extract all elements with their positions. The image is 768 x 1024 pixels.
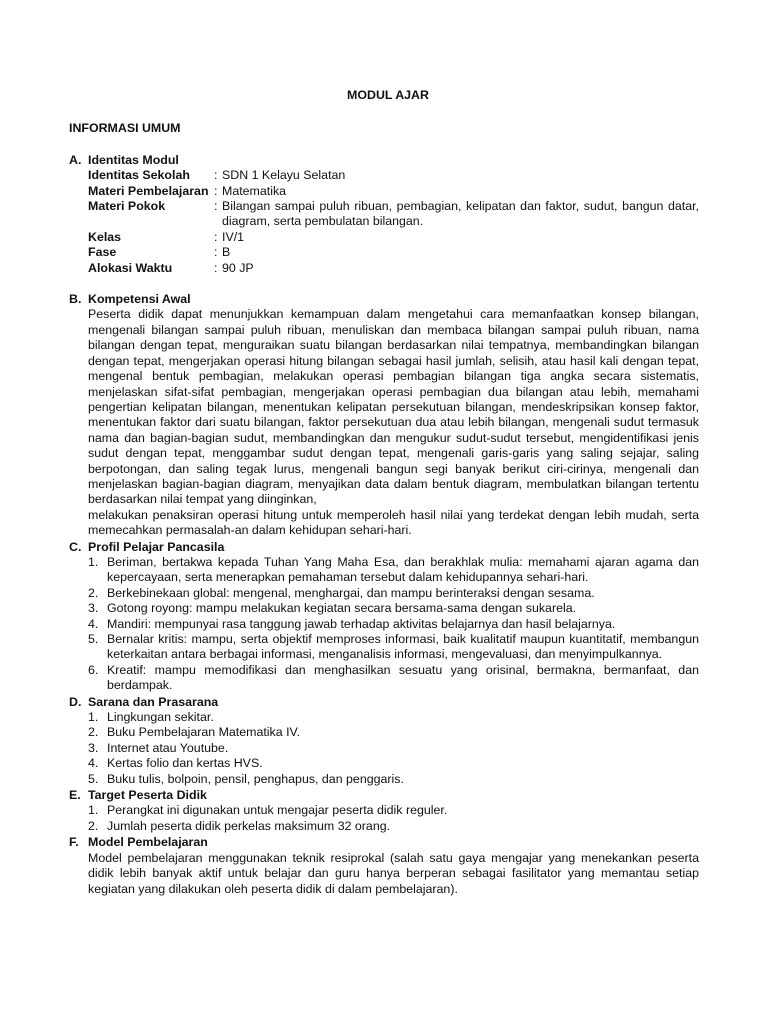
list-item: 3. Internet atau Youtube. <box>88 740 229 755</box>
identity-row: Fase : B <box>88 245 699 260</box>
identity-value: 90 JP <box>222 260 254 275</box>
section-letter: D. <box>69 694 82 709</box>
list-item: 2. Jumlah peserta didik perkelas maksimum 32 orang. <box>88 818 391 833</box>
facilities-list <box>88 710 699 787</box>
list-item: 6. Kreatif: mampu memodifikasi dan menghasilkan sesuatu yang orisinal, bermakna, bermanfaat, dan berdampak. <box>88 662 699 693</box>
document-title: MODUL AJAR <box>347 88 429 102</box>
list-item: 1. Lingkungan sekitar. <box>88 710 214 725</box>
section-heading: Target Peserta Didik <box>88 788 207 803</box>
identity-row: Materi Pembelajaran : Matematika <box>88 184 699 199</box>
section-identitas-modul <box>69 153 699 276</box>
identity-row: Alokasi Waktu : 90 JP <box>88 261 699 276</box>
target-list <box>88 803 699 834</box>
section-letter: E. <box>69 788 81 803</box>
section-sarana-prasarana <box>69 695 699 787</box>
identity-value: IV/1 <box>222 229 245 244</box>
list-item: 5. Buku tulis, bolpoin, pensil, penghapus, dan penggaris. <box>88 771 404 786</box>
identity-row: Materi Pokok : Bilangan sampai puluh ribuan, pembagian, kelipatan dan faktor, sudut, bangun datar, diagram, serta pembulatan bilangan. <box>88 199 699 229</box>
general-info-heading: INFORMASI UMUM <box>69 121 181 136</box>
model-paragraph: Model pembelajaran menggunakan teknik resiprokal (salah satu gaya mengajar yang menekankan peserta didik lebih banyak aktif untuk belajar dan guru hanya berperan sebagai fasilitator yang memantau setiap kegiatan yang dilakukan oleh peserta didik di dalam pembelajaran). <box>88 850 699 896</box>
identity-row: Kelas : IV/1 <box>88 230 699 245</box>
identity-value: SDN 1 Kelayu Selatan <box>222 168 346 183</box>
section-letter: F. <box>69 835 79 850</box>
list-item: 1. Beriman, bertakwa kepada Tuhan Yang Maha Esa, dan berakhlak mulia: memahami ajaran agama dan kepercayaan, serta menerapkan pemahaman tersebut dalam kehidupannya sehari-hari. <box>88 554 699 585</box>
document-content <box>69 88 699 897</box>
identity-table <box>88 168 699 276</box>
section-profil-pelajar-pancasila <box>69 540 699 694</box>
list-item: 4. Mandiri: mempunyai rasa tanggung jawab terhadap aktivitas belajarnya dan hasil belajarnya. <box>88 616 616 631</box>
list-item: 2. Berkebinekaan global: mengenal, menghargai, dan mampu berinteraksi dengan sesama. <box>88 585 595 600</box>
section-model-pembelajaran <box>69 835 699 897</box>
list-item: 3. Gotong royong: mampu melakukan kegiatan secara bersama-sama dengan sukarela. <box>88 601 577 616</box>
section-letter: A. <box>69 152 82 167</box>
section-heading: Profil Pelajar Pancasila <box>88 539 225 554</box>
section-kompetensi-awal <box>69 292 699 539</box>
identity-key: Fase <box>88 245 117 260</box>
identity-key: Identitas Sekolah <box>88 168 190 183</box>
identity-key: Materi Pembelajaran <box>88 183 209 198</box>
competency-paragraph-continued: melakukan penaksiran operasi hitung untuk memperoleh hasil nilai yang terdekat dengan lebih mudah, serta memecahkan permasalah-an dalam kehidupan sehari-hari. <box>88 507 699 538</box>
identity-value: B <box>222 245 231 260</box>
section-heading: Model Pembelajaran <box>88 835 208 850</box>
list-item: 1. Perangkat ini digunakan untuk mengajar peserta didik reguler. <box>88 803 448 818</box>
identity-key: Alokasi Waktu <box>88 260 173 275</box>
identity-row: Identitas Sekolah : SDN 1 Kelayu Selatan <box>88 168 699 183</box>
identity-key: Kelas <box>88 229 122 244</box>
identity-value: Bilangan sampai puluh ribuan, pembagian, kelipatan dan faktor, sudut, bangun datar, diagram, serta pembulatan bilangan. <box>222 199 699 229</box>
competency-paragraph: Peserta didik dapat menunjukkan kemampuan dalam mengetahui cara memanfaatkan konsep bilangan, mengenali bilangan sampai puluh ribuan, menuliskan dan membaca bilangan sampai puluh ribuan, nama bilangan dengan tepat, menguraikan suatu bilangan berdasarkan nilai tempatnya, membandingkan bilangan dengan tepat, mengerjakan operasi hitung bilangan sebagai hasil jumlah, selisih, atau hasil kali dengan tepat, mengenal bentuk pembagian, melakukan operasi pembagian bilangan tiga angka secara sistematis, menjelaskan sifat-sifat pembagian, mengerjakan operasi pembagian dua bilangan atau lebih, memahami pengertian kelipatan bilangan, menentukan kelipatan persekutuan bilangan, mendeskripsikan konsep faktor, menentukan faktor dari suatu bilangan, faktor persekutuan dua atau lebih bilangan, mengenali sudut termasuk nama dan bagian-bagian sudut, membandingkan dan mengukur sudut-sudut tersebut, mengidentifikasi jenis sudut dengan tepat, menggambar sudut dengan tepat, mengenali garis-garis yang saling sejajar, saling berpotongan, dan saling tegak lurus, mengenali bangun segi banyak berikut ciri-cirinya, mengenali dan menjelaskan bagian-bagian diagram, menyajikan data dalam bentuk diagram, membulatkan bilangan tertentu berdasarkan nilai tempat yang diinginkan, <box>88 307 699 507</box>
section-heading: Sarana dan Prasarana <box>88 694 219 709</box>
identity-value: Matematika <box>222 183 287 198</box>
list-item: 5. Bernalar kritis: mampu, serta objektif memproses informasi, baik kualitatif maupun kuantitatif, membangun keterkaitan antara berbagai informasi, menganalisis informasi, mengevaluasi, dan menyimpulkannya. <box>88 632 699 662</box>
list-item: 4. Kertas folio dan kertas HVS. <box>88 756 263 771</box>
list-item: 2. Buku Pembelajaran Matematika IV. <box>88 725 301 740</box>
section-heading: Identitas Modul <box>88 152 179 167</box>
identity-key: Materi Pokok <box>88 199 166 214</box>
section-letter: C. <box>69 539 82 554</box>
section-letter: B. <box>69 292 82 307</box>
section-heading: Kompetensi Awal <box>88 292 191 307</box>
profile-list <box>88 555 699 694</box>
section-target-peserta-didik <box>69 788 699 834</box>
